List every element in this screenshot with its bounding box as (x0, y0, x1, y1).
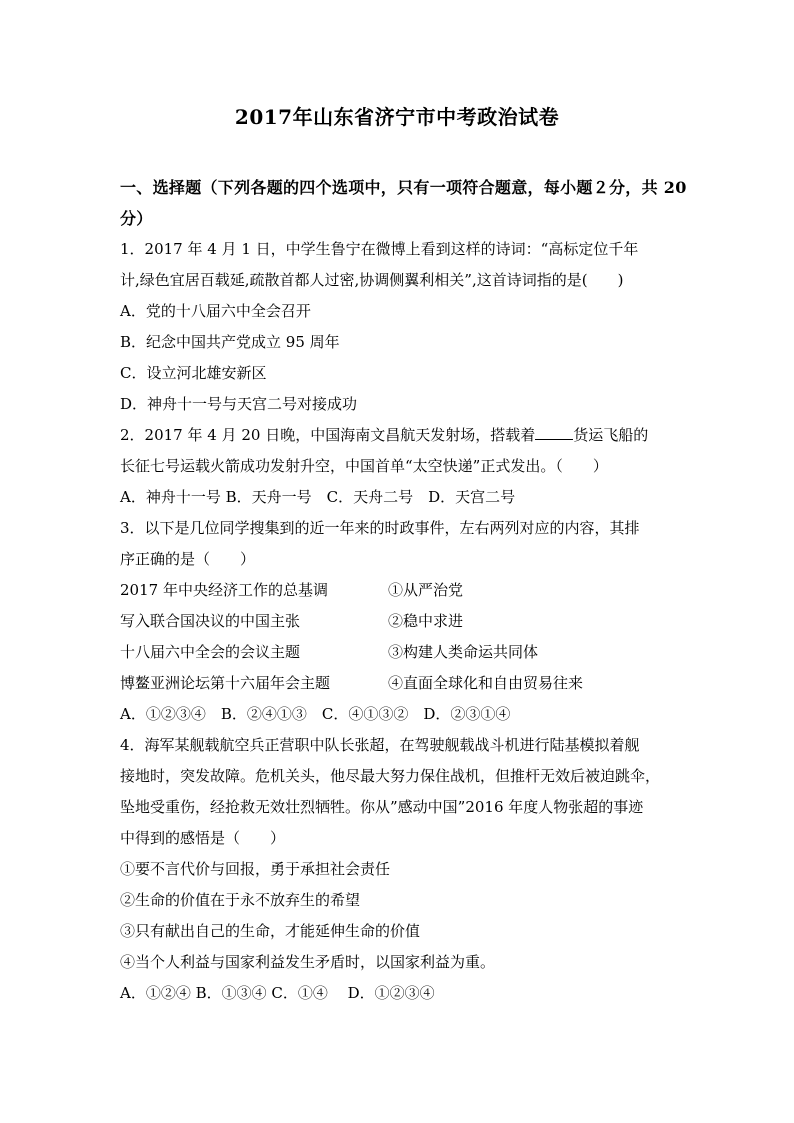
question-4 (120, 730, 676, 1009)
exam-content (120, 172, 687, 1009)
q3-pair-right: ④直面全球化和自由贸易往来 (388, 674, 584, 692)
q2-stem-part2: 货运飞船的 (573, 426, 649, 444)
q3-pair-right: ②稳中求进 (388, 612, 464, 630)
q4-stem-line3: 坠地受重伤，经抢救无效壮烈牺牲。你从”感动中国”2016 年度人物张超的事迹 (120, 798, 644, 816)
q3-pair-left: 博鳌亚洲论坛第十六届年会主题 (120, 674, 331, 692)
section-heading-cont: 分） (120, 209, 153, 228)
q4-stem-line2: 接地时，突发故障。危机关头，他尽最大努力保住战机，但推杆无效后被迫跳伞， (120, 767, 661, 785)
q2-options: A．神舟十一号 B．天舟一号 C．天舟二号 D．天宫二号 (120, 488, 516, 506)
q1-option-b: B．纪念中国共产党成立 95 周年 (120, 333, 340, 351)
page-title: 2017年山东省济宁市中考政治试卷 (234, 105, 560, 129)
section-heading: 一、选择题（下列各题的四个选项中，只有一项符合题意，每小题２分，共 20 (120, 178, 687, 197)
q4-statement-1: ①要不言代价与回报，勇于承担社会责任 (120, 860, 391, 878)
q4-options: A．①②④ B．①③④ C．①④ D．①②③④ (120, 984, 435, 1002)
q3-options: A．①②③④ B．②④①③ C．④①③② D．②③①④ (120, 705, 511, 723)
q4-statement-2: ②生命的价值在于永不放弃生的希望 (120, 891, 361, 909)
q3-pair-row (120, 575, 676, 606)
q2-stem-line2: 长征七号运载火箭成功发射升空，中国首单“太空快递”正式发出。（ ） (120, 457, 608, 475)
q3-pair-row (120, 637, 676, 668)
q2-stem-part1: 2．2017 年 4 月 20 日晚，中国海南文昌航天发射场，搭载着 (120, 426, 536, 444)
q3-stem-line2: 序正确的是（ ） (120, 550, 256, 568)
question-1 (120, 234, 676, 420)
q3-pair-row (120, 606, 676, 637)
q3-pair-left: 十八届六中全会的会议主题 (120, 643, 301, 661)
q4-stem-line1: 4．海军某舰载航空兵正营职中队长张超，在驾驶舰载战斗机进行陆基模拟着舰 (120, 736, 640, 754)
q3-pair-right: ③构建人类命运共同体 (388, 643, 539, 661)
q3-stem-line1: 3．以下是几位同学搜集到的近一年来的时政事件，左右两列对应的内容，其排 (120, 519, 640, 537)
q1-option-c: C．设立河北雄安新区 (120, 364, 267, 382)
answer-blank (535, 423, 573, 440)
q1-stem-line2: 计,绿色宜居百载延,疏散首都人过密,协调侧翼利相关”,这首诗词指的是( ) (120, 271, 624, 289)
q3-pair-left: 写入联合国决议的中国主张 (120, 612, 301, 630)
question-3 (120, 513, 676, 730)
q3-pair-left: 2017 年中央经济工作的总基调 (120, 581, 328, 599)
q3-pair-row (120, 668, 676, 699)
q1-option-d: D．神舟十一号与天宫二号对接成功 (120, 395, 358, 413)
q1-option-a: A．党的十八届六中全会召开 (120, 302, 311, 320)
question-2 (120, 420, 676, 513)
q4-statement-3: ③只有献出自己的生命，才能延伸生命的价值 (120, 922, 421, 940)
q1-stem-line1: 1．2017 年 4 月 1 日，中学生鲁宁在微博上看到这样的诗词：“高标定位千年 (120, 240, 639, 258)
q2-stem-line1 (120, 420, 676, 451)
q3-pair-right: ①从严治党 (388, 581, 464, 599)
q4-statement-4: ④当个人利益与国家利益发生矛盾时，以国家利益为重。 (120, 953, 496, 971)
q4-stem-line4: 中得到的感悟是（ ） (120, 829, 286, 847)
